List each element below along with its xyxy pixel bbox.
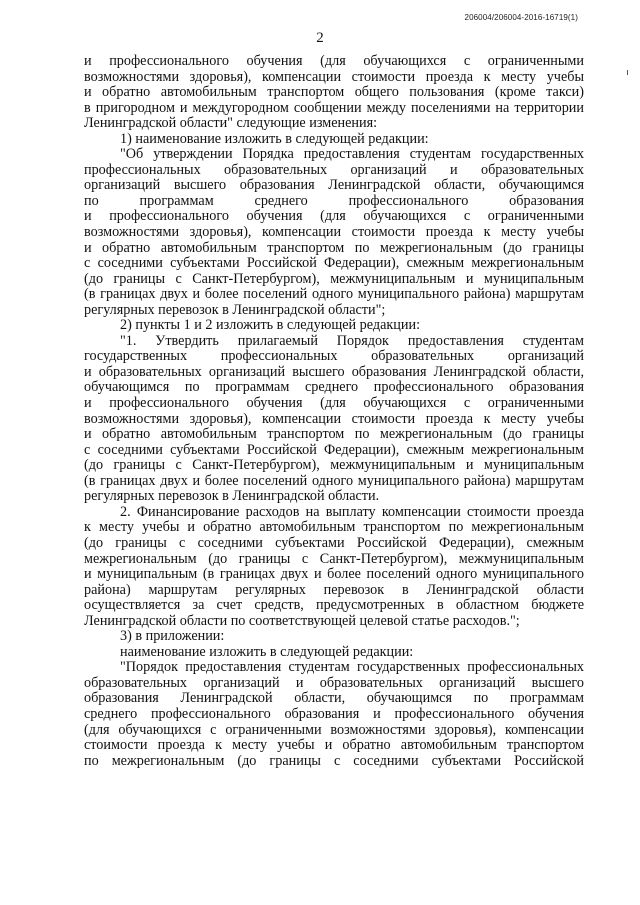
page-number: 2 <box>316 30 324 46</box>
text-line: с соседними субъектами Российской Федерации), смежным межрегиональным <box>84 441 584 458</box>
text-line: государственных профессиональных образовательных организаций <box>84 348 584 365</box>
text-line: среднего профессионального образования и профессионального обучения <box>84 705 584 722</box>
text-line: и муниципальным (в границах двух и более поселений одного муниципального <box>84 566 584 583</box>
text-line: организаций высшего образования Ленинградской области, обучающимся <box>84 177 584 194</box>
text-line: регулярных перевозок в Ленинградской области"; <box>84 301 386 318</box>
text-line: 3) в приложении: <box>120 628 225 645</box>
text-line: по программам среднего профессионального образования <box>84 192 584 209</box>
text-line: и обратно автомобильным транспортом общего пользования (кроме такси) <box>84 84 584 101</box>
text-line: образования Ленинградской области, обучающимся по программам <box>84 690 584 707</box>
text-line: возможностями здоровья), компенсации стоимости проезда к месту учебы <box>84 224 584 241</box>
text-line: и обратно автомобильным транспортом по межрегиональным (до границы <box>84 239 584 256</box>
text-line: Ленинградской области" следующие изменения: <box>84 115 378 132</box>
document-number: 206004/206004-2016-16719(1) <box>464 13 578 22</box>
text-line: профессиональных образовательных организаций и образовательных <box>84 161 584 178</box>
text-line: и образовательных организаций высшего образования Ленинградской области, <box>84 363 584 380</box>
text-line: к месту учебы и обратно автомобильным транспортом по межрегиональным <box>84 519 584 536</box>
text-line: образовательных организаций и образовательных организаций высшего <box>84 674 584 691</box>
text-line: и обратно автомобильным транспортом по межрегиональным (до границы <box>84 426 584 443</box>
document-body <box>84 54 584 769</box>
text-line: (до границы с Санкт-Петербургом), межмуниципальным и муниципальным <box>84 270 584 287</box>
text-line: (до границы с Санкт-Петербургом), межмуниципальным и муниципальным <box>84 457 584 474</box>
text-line: регулярных перевозок в Ленинградской области. <box>84 488 380 505</box>
text-line: "1. Утвердить прилагаемый Порядок предоставления студентам <box>120 332 584 349</box>
text-line: по межрегиональным (до границы с соседними субъектами Российской <box>84 752 584 769</box>
text-line: "Порядок предоставления студентам государственных профессиональных <box>120 659 584 676</box>
text-line: возможностями здоровья), компенсации стоимости проезда к месту учебы <box>84 410 584 427</box>
text-line: наименование изложить в следующей редакции: <box>120 643 414 660</box>
text-line: в пригородном и междугородном сообщении между поселениями на территории <box>84 99 584 116</box>
text-line: "Об утверждении Порядка предоставления студентам государственных <box>120 146 584 163</box>
text-line: стоимости проезда к месту учебы и обратно автомобильным транспортом <box>84 737 584 754</box>
text-line: 1) наименование изложить в следующей редакции: <box>120 130 429 147</box>
text-line: обучающимся по программам среднего профессионального образования <box>84 379 584 396</box>
text-line: Ленинградской области по соответствующей целевой статье расходов."; <box>84 612 520 629</box>
text-line: и профессионального обучения (для обучающихся с ограниченными <box>84 395 584 412</box>
text-line: 2. Финансирование расходов на выплату компенсации стоимости проезда <box>120 503 584 520</box>
margin-mark <box>627 70 628 75</box>
text-line: с соседними субъектами Российской Федерации), смежным межрегиональным <box>84 255 584 272</box>
text-line: района) маршрутам регулярных перевозок в Ленинградской области <box>84 581 584 598</box>
text-line: (до границы с соседними субъектами Российской Федерации), смежным <box>84 534 584 551</box>
text-line: (для обучающихся с ограниченными возможностями здоровья), компенсации <box>84 721 584 738</box>
text-line: (в границах двух и более поселений одного муниципального района) маршрутам <box>84 472 584 489</box>
text-line: и профессионального обучения (для обучающихся с ограниченными <box>84 208 584 225</box>
text-line: 2) пункты 1 и 2 изложить в следующей редакции: <box>120 317 421 334</box>
text-line: межрегиональным (до границы с Санкт-Петербургом), межмуниципальным <box>84 550 584 567</box>
text-line: (в границах двух и более поселений одного муниципального района) маршрутам <box>84 286 584 303</box>
text-line: возможностями здоровья), компенсации стоимости проезда к месту учебы <box>84 68 584 85</box>
text-line: осуществляется за счет средств, предусмотренных в областном бюджете <box>84 597 584 614</box>
text-line: и профессионального обучения (для обучающихся с ограниченными <box>84 53 584 69</box>
